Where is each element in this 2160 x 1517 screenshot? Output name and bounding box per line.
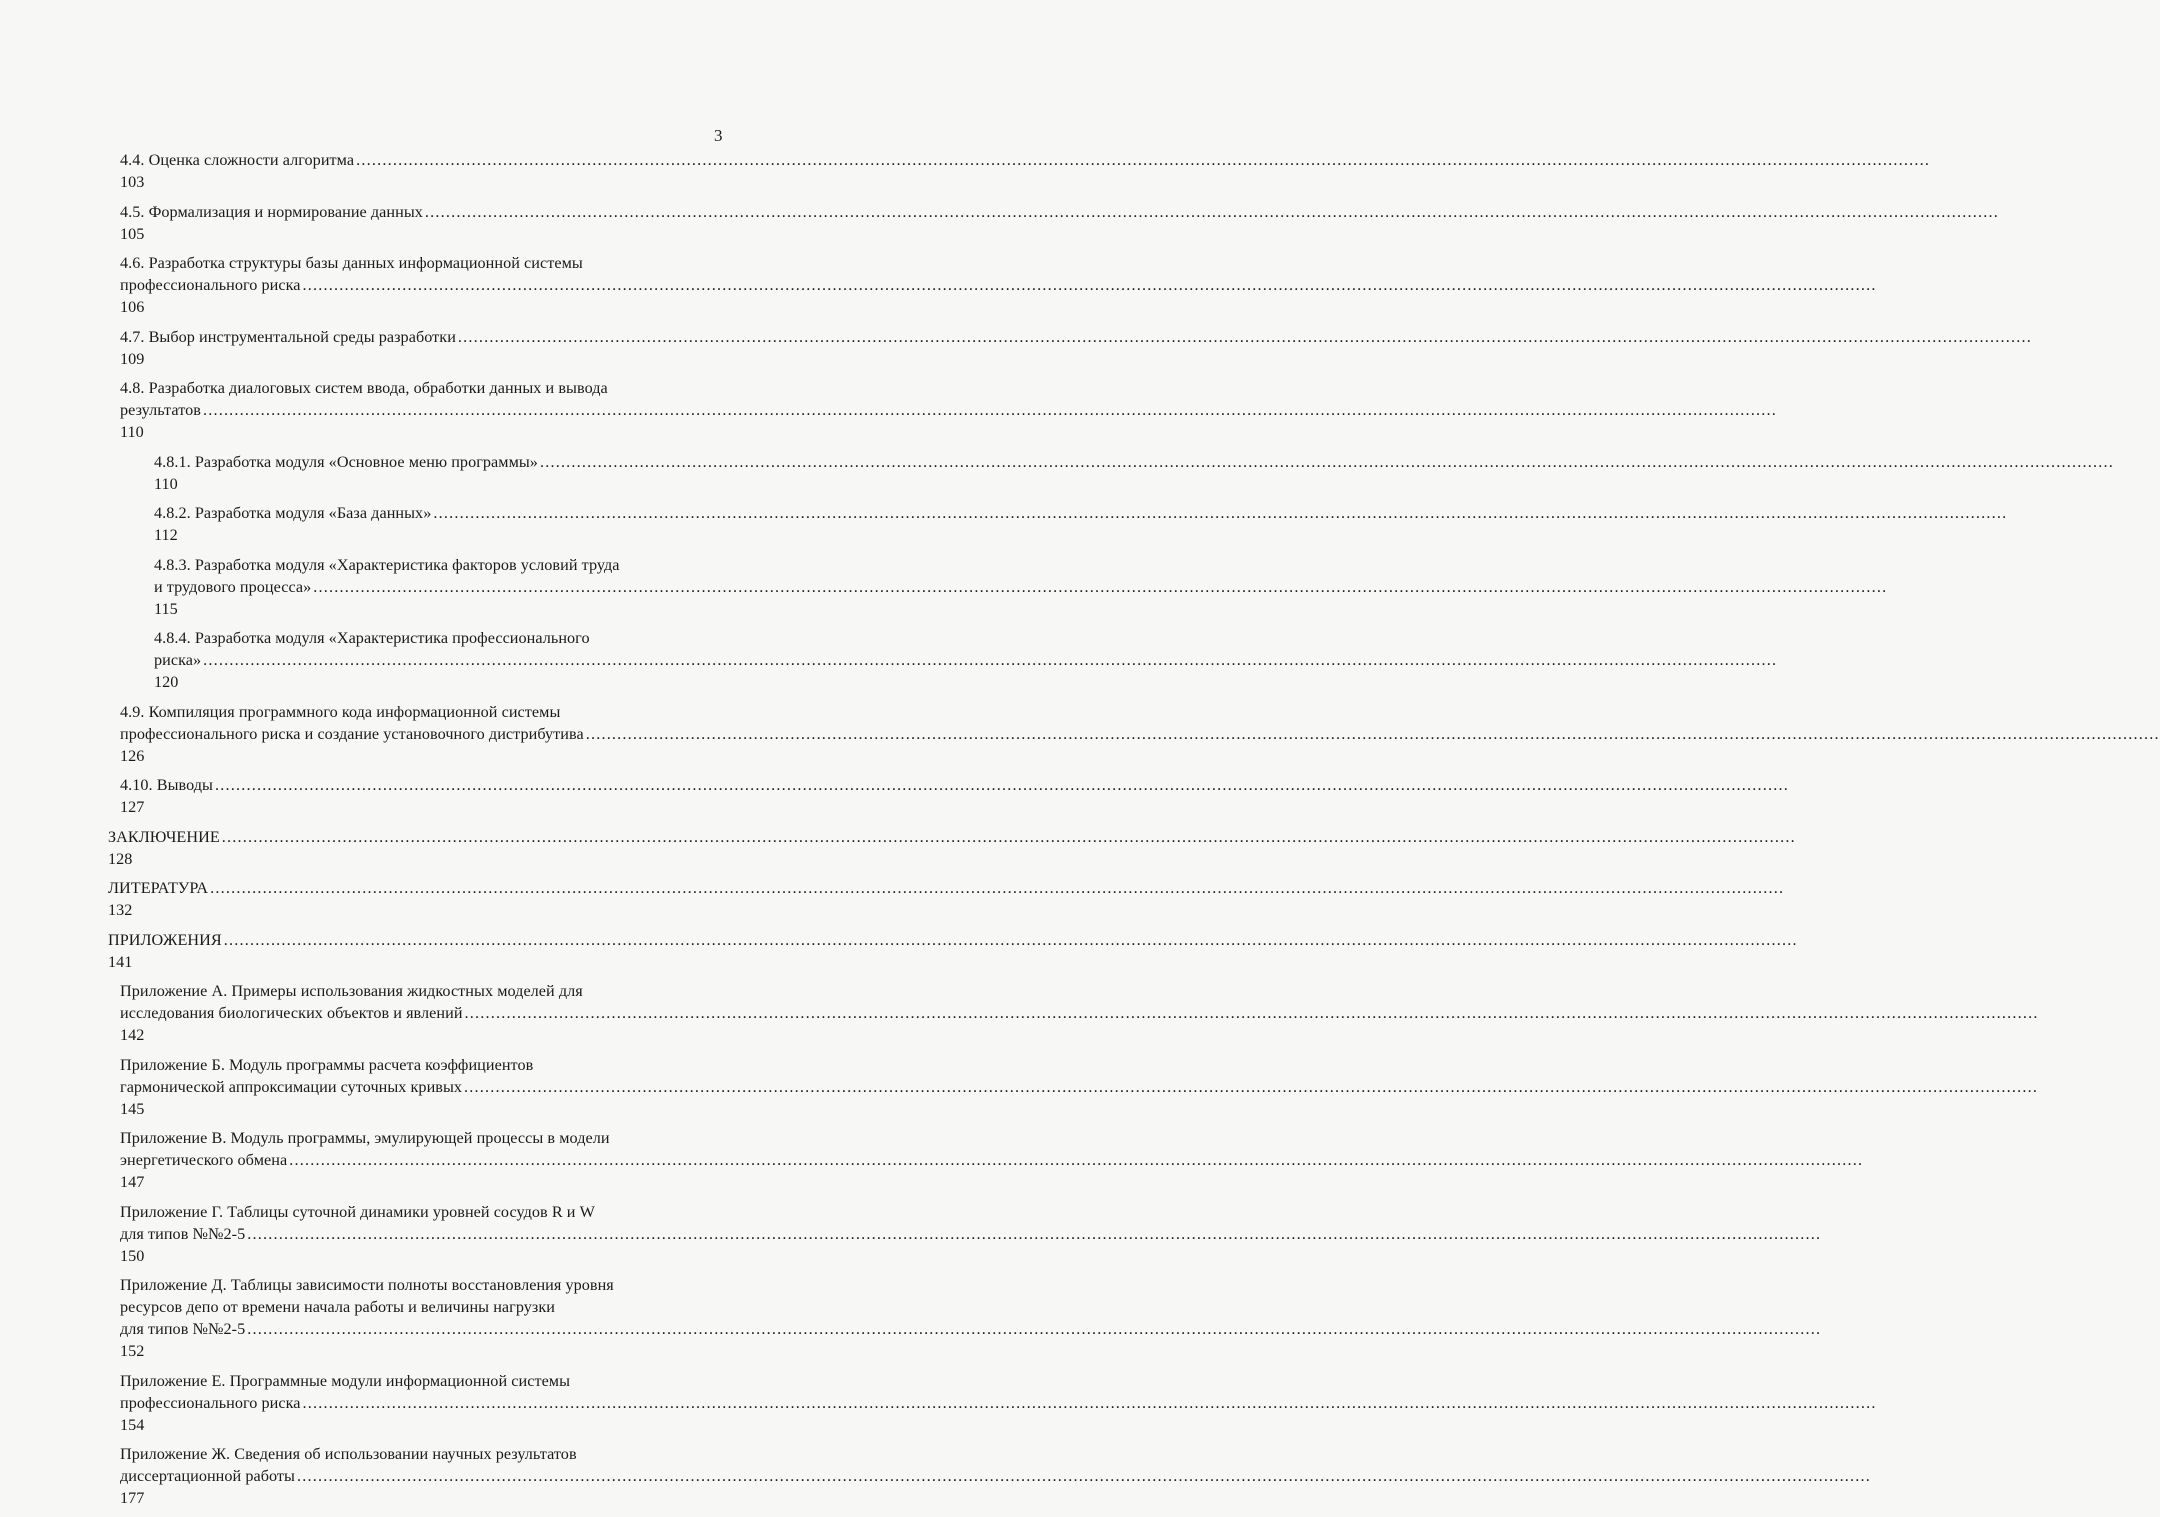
toc-page-number: 115 <box>154 599 178 618</box>
page-number: 3 <box>714 126 723 145</box>
toc-page-number: 150 <box>120 1246 145 1265</box>
toc-entry <box>0 980 2039 1046</box>
toc-entry <box>0 451 2115 495</box>
toc-entry-text: и трудового процесса» <box>154 577 312 596</box>
dot-leader: ............................................................................................................................................................................................................................................................................................................ <box>464 1077 2039 1096</box>
toc-entry <box>0 877 1785 921</box>
dot-leader: ............................................................................................................................................................................................................................................................................................................ <box>223 930 1798 949</box>
toc-entry-text: результатов <box>120 401 201 419</box>
dot-leader: ............................................................................................................................................................................................................................................................................................................ <box>247 1224 1822 1243</box>
toc-page-number: 106 <box>120 298 145 316</box>
toc-entry-text: для типов №№2-5 <box>120 1224 246 1243</box>
toc-entry <box>0 701 2160 767</box>
toc-entry-text: исследования биологических объектов и явлений <box>120 1004 463 1022</box>
toc-page-number: 112 <box>154 526 178 544</box>
dot-leader: ............................................................................................................................................................................................................................................................................................................ <box>457 327 2032 346</box>
toc-entry <box>0 1443 1872 1509</box>
toc-entry <box>0 1274 1822 1362</box>
toc-entry <box>0 326 2032 370</box>
toc-entry <box>0 1370 1877 1436</box>
dot-leader: ............................................................................................................................................................................................................................................................................................................ <box>210 879 1785 897</box>
toc-entry <box>0 201 1999 245</box>
toc-page-number: 105 <box>120 224 145 243</box>
toc-page-number: 152 <box>120 1342 145 1360</box>
toc-entry-text: Приложение Д. Таблицы зависимости полноты восстановления уровня <box>120 1276 614 1294</box>
toc-entry-text: профессионального риска и создание установочного дистрибутива <box>120 724 584 743</box>
toc-entry-text: ПРИЛОЖЕНИЯ <box>108 930 222 949</box>
toc-page-number: 141 <box>108 952 133 971</box>
toc-page-number: 145 <box>120 1099 145 1118</box>
toc-entry-text: Приложение Ж. Сведения об использовании научных результатов <box>120 1445 577 1463</box>
toc-entry-text: 4.8. Разработка диалоговых систем ввода, обработки данных и вывода <box>120 379 608 397</box>
toc-entry <box>0 1054 2039 1120</box>
toc-page-number: 142 <box>120 1026 145 1044</box>
toc-entry-text: Приложение В. Модуль программы, эмулирующей процессы в модели <box>120 1129 610 1147</box>
toc-entry-text: ЗАКЛЮЧЕНИЕ <box>108 827 220 846</box>
dot-leader: ............................................................................................................................................................................................................................................................................................................ <box>302 1393 1877 1412</box>
toc-page-number: 103 <box>120 173 145 191</box>
toc-entry <box>0 554 1888 620</box>
toc-page-number: 120 <box>154 673 179 691</box>
dot-leader: ............................................................................................................................................................................................................................................................................................................ <box>585 724 2160 743</box>
toc-entry-text: 4.10. Выводы <box>120 776 213 794</box>
toc-entry-text: 4.5. Формализация и нормирование данных <box>120 202 423 221</box>
toc-page-number: 109 <box>120 349 145 368</box>
toc-entry-text: для типов №№2-5 <box>120 1320 246 1338</box>
toc-entry <box>0 774 1790 818</box>
toc-page-number: 110 <box>154 474 178 493</box>
dot-leader: ............................................................................................................................................................................................................................................................................................................ <box>289 1151 1864 1169</box>
dot-leader: ............................................................................................................................................................................................................................................................................................................ <box>202 401 1778 419</box>
dot-leader: ............................................................................................................................................................................................................................................................................................................ <box>203 651 1778 669</box>
toc-entry <box>0 929 1798 973</box>
toc-page-number: 177 <box>120 1489 145 1507</box>
toc-entry-text: ЛИТЕРАТУРА <box>108 879 209 897</box>
toc-entry-text: риска» <box>154 651 202 669</box>
toc-entry <box>0 1201 1822 1267</box>
toc-page-number: 126 <box>120 746 145 765</box>
table-of-contents <box>0 149 2160 1517</box>
toc-entry-text: 4.8.4. Разработка модуля «Характеристика профессионального <box>154 629 590 647</box>
dot-leader: ............................................................................................................................................................................................................................................................................................................ <box>356 151 1931 169</box>
toc-entry <box>0 377 1778 443</box>
toc-entry-text: 4.8.1. Разработка модуля «Основное меню программы» <box>154 452 538 471</box>
toc-entry-text: диссертационной работы <box>120 1467 295 1485</box>
toc-entry <box>0 1127 1864 1193</box>
toc-entry-text: 4.4. Оценка сложности алгоритма <box>120 151 355 169</box>
dot-leader: ............................................................................................................................................................................................................................................................................................................ <box>221 827 1796 846</box>
toc-entry-text: 4.9. Компиляция программного кода информационной системы <box>120 702 561 721</box>
toc-entry <box>0 252 1877 318</box>
toc-entry <box>0 502 2008 546</box>
toc-entry-text: 4.8.2. Разработка модуля «База данных» <box>154 504 432 522</box>
dot-leader: ............................................................................................................................................................................................................................................................................................................ <box>539 452 2115 471</box>
dot-leader: ............................................................................................................................................................................................................................................................................................................ <box>424 202 1999 221</box>
toc-page-number: 128 <box>108 849 133 868</box>
toc-entry-text: Приложение А. Примеры использования жидкостных моделей для <box>120 982 583 1000</box>
dot-leader: ............................................................................................................................................................................................................................................................................................................ <box>296 1467 1872 1485</box>
toc-page-number: 127 <box>120 798 145 816</box>
toc-entry-text: ресурсов депо от времени начала работы и величины нагрузки <box>120 1298 555 1316</box>
dot-leader: ............................................................................................................................................................................................................................................................................................................ <box>433 504 2008 522</box>
toc-page-number: 147 <box>120 1173 145 1191</box>
toc-entry <box>0 149 1931 193</box>
dot-leader: ............................................................................................................................................................................................................................................................................................................ <box>313 577 1888 596</box>
toc-entry-text: Приложение Е. Программные модули информационной системы <box>120 1371 571 1390</box>
toc-entry-text: Приложение Г. Таблицы суточной динамики уровней сосудов R и W <box>120 1202 595 1221</box>
toc-entry-text: энергетического обмена <box>120 1151 288 1169</box>
toc-entry-text: профессионального риска <box>120 276 301 294</box>
toc-page-number: 154 <box>120 1415 145 1434</box>
toc-entry-text: гармонической аппроксимации суточных кривых <box>120 1077 463 1096</box>
dot-leader: ............................................................................................................................................................................................................................................................................................................ <box>214 776 1790 794</box>
toc-page-number: 110 <box>120 423 144 441</box>
toc-page-number: 132 <box>108 901 133 919</box>
toc-entry <box>0 826 1796 870</box>
toc-entry-text: профессионального риска <box>120 1393 301 1412</box>
toc-entry <box>0 627 1778 693</box>
dot-leader: ............................................................................................................................................................................................................................................................................................................ <box>464 1004 2039 1022</box>
toc-entry-text: 4.8.3. Разработка модуля «Характеристика факторов условий труда <box>154 555 620 574</box>
toc-entry-text: Приложение Б. Модуль программы расчета коэффициентов <box>120 1055 534 1074</box>
toc-entry-text: 4.6. Разработка структуры базы данных информационной системы <box>120 254 583 272</box>
dot-leader: ............................................................................................................................................................................................................................................................................................................ <box>247 1320 1822 1338</box>
toc-entry-text: 4.7. Выбор инструментальной среды разработки <box>120 327 456 346</box>
dot-leader: ............................................................................................................................................................................................................................................................................................................ <box>302 276 1877 294</box>
